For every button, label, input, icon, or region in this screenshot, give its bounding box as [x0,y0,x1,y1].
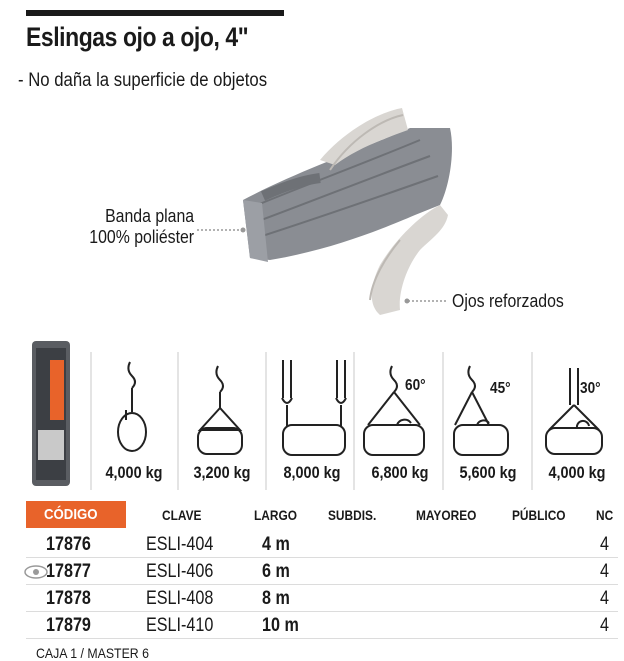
cell-largo: 8 m [262,588,290,609]
packaging-info: CAJA 1 / MASTER 6 [36,645,149,661]
cell-largo: 6 m [262,561,290,582]
cell-clave: ESLI-410 [146,615,214,636]
column-header-codigo: CÓDIGO [26,501,126,528]
column-header-subdis: SUBDIS. [328,507,377,523]
package-image [32,341,70,486]
choker-hitch-icon [198,366,242,454]
band-callout-line2: 100% poliéster [89,227,194,247]
capacity-60: 6,800 kg [371,463,429,482]
cell-nc: 4 [600,615,609,636]
cell-codigo: 17878 [46,588,91,609]
band-callout-line1: Banda plana [105,206,194,226]
column-header-largo: LARGO [254,507,297,523]
cell-nc: 4 [600,561,609,582]
capacity-vertical: 4,000 kg [105,463,163,482]
band-callout [89,206,194,248]
table-row [26,532,618,558]
cell-codigo: 17876 [46,534,91,555]
cell-nc: 4 [600,534,609,555]
cell-largo: 10 m [262,615,299,636]
cell-clave: ESLI-404 [146,534,214,555]
eye-callout: Ojos reforzados [452,291,564,311]
cell-nc: 4 [600,588,609,609]
cell-clave: ESLI-408 [146,588,214,609]
cell-codigo: 17877 [46,561,91,582]
column-header-clave: CLAVE [162,507,202,523]
capacity-30: 4,000 kg [548,463,606,482]
table-row [26,559,618,585]
cell-largo: 4 m [262,534,290,555]
basket-hitch-icon [282,360,346,455]
table-row [26,613,618,639]
feature-bullet: - No daña la superficie de objetos [18,70,268,91]
angle-60-label: 60° [405,377,426,394]
cell-clave: ESLI-406 [146,561,214,582]
column-header-mayoreo: MAYOREO [416,507,477,523]
angle-30-label: 30° [580,380,601,397]
cell-codigo: 17879 [46,615,91,636]
sling-image [243,108,452,315]
column-header-publico: PÚBLICO [512,507,566,523]
angle-45-label: 45° [490,380,511,397]
capacity-choker: 3,200 kg [193,463,251,482]
column-header-nc: NC [596,507,614,523]
capacity-45: 5,600 kg [459,463,517,482]
table-row [26,586,618,612]
page-title: Eslingas ojo a ojo, 4" [26,22,249,52]
vertical-hitch-icon [118,362,146,451]
capacity-basket: 8,000 kg [283,463,341,482]
